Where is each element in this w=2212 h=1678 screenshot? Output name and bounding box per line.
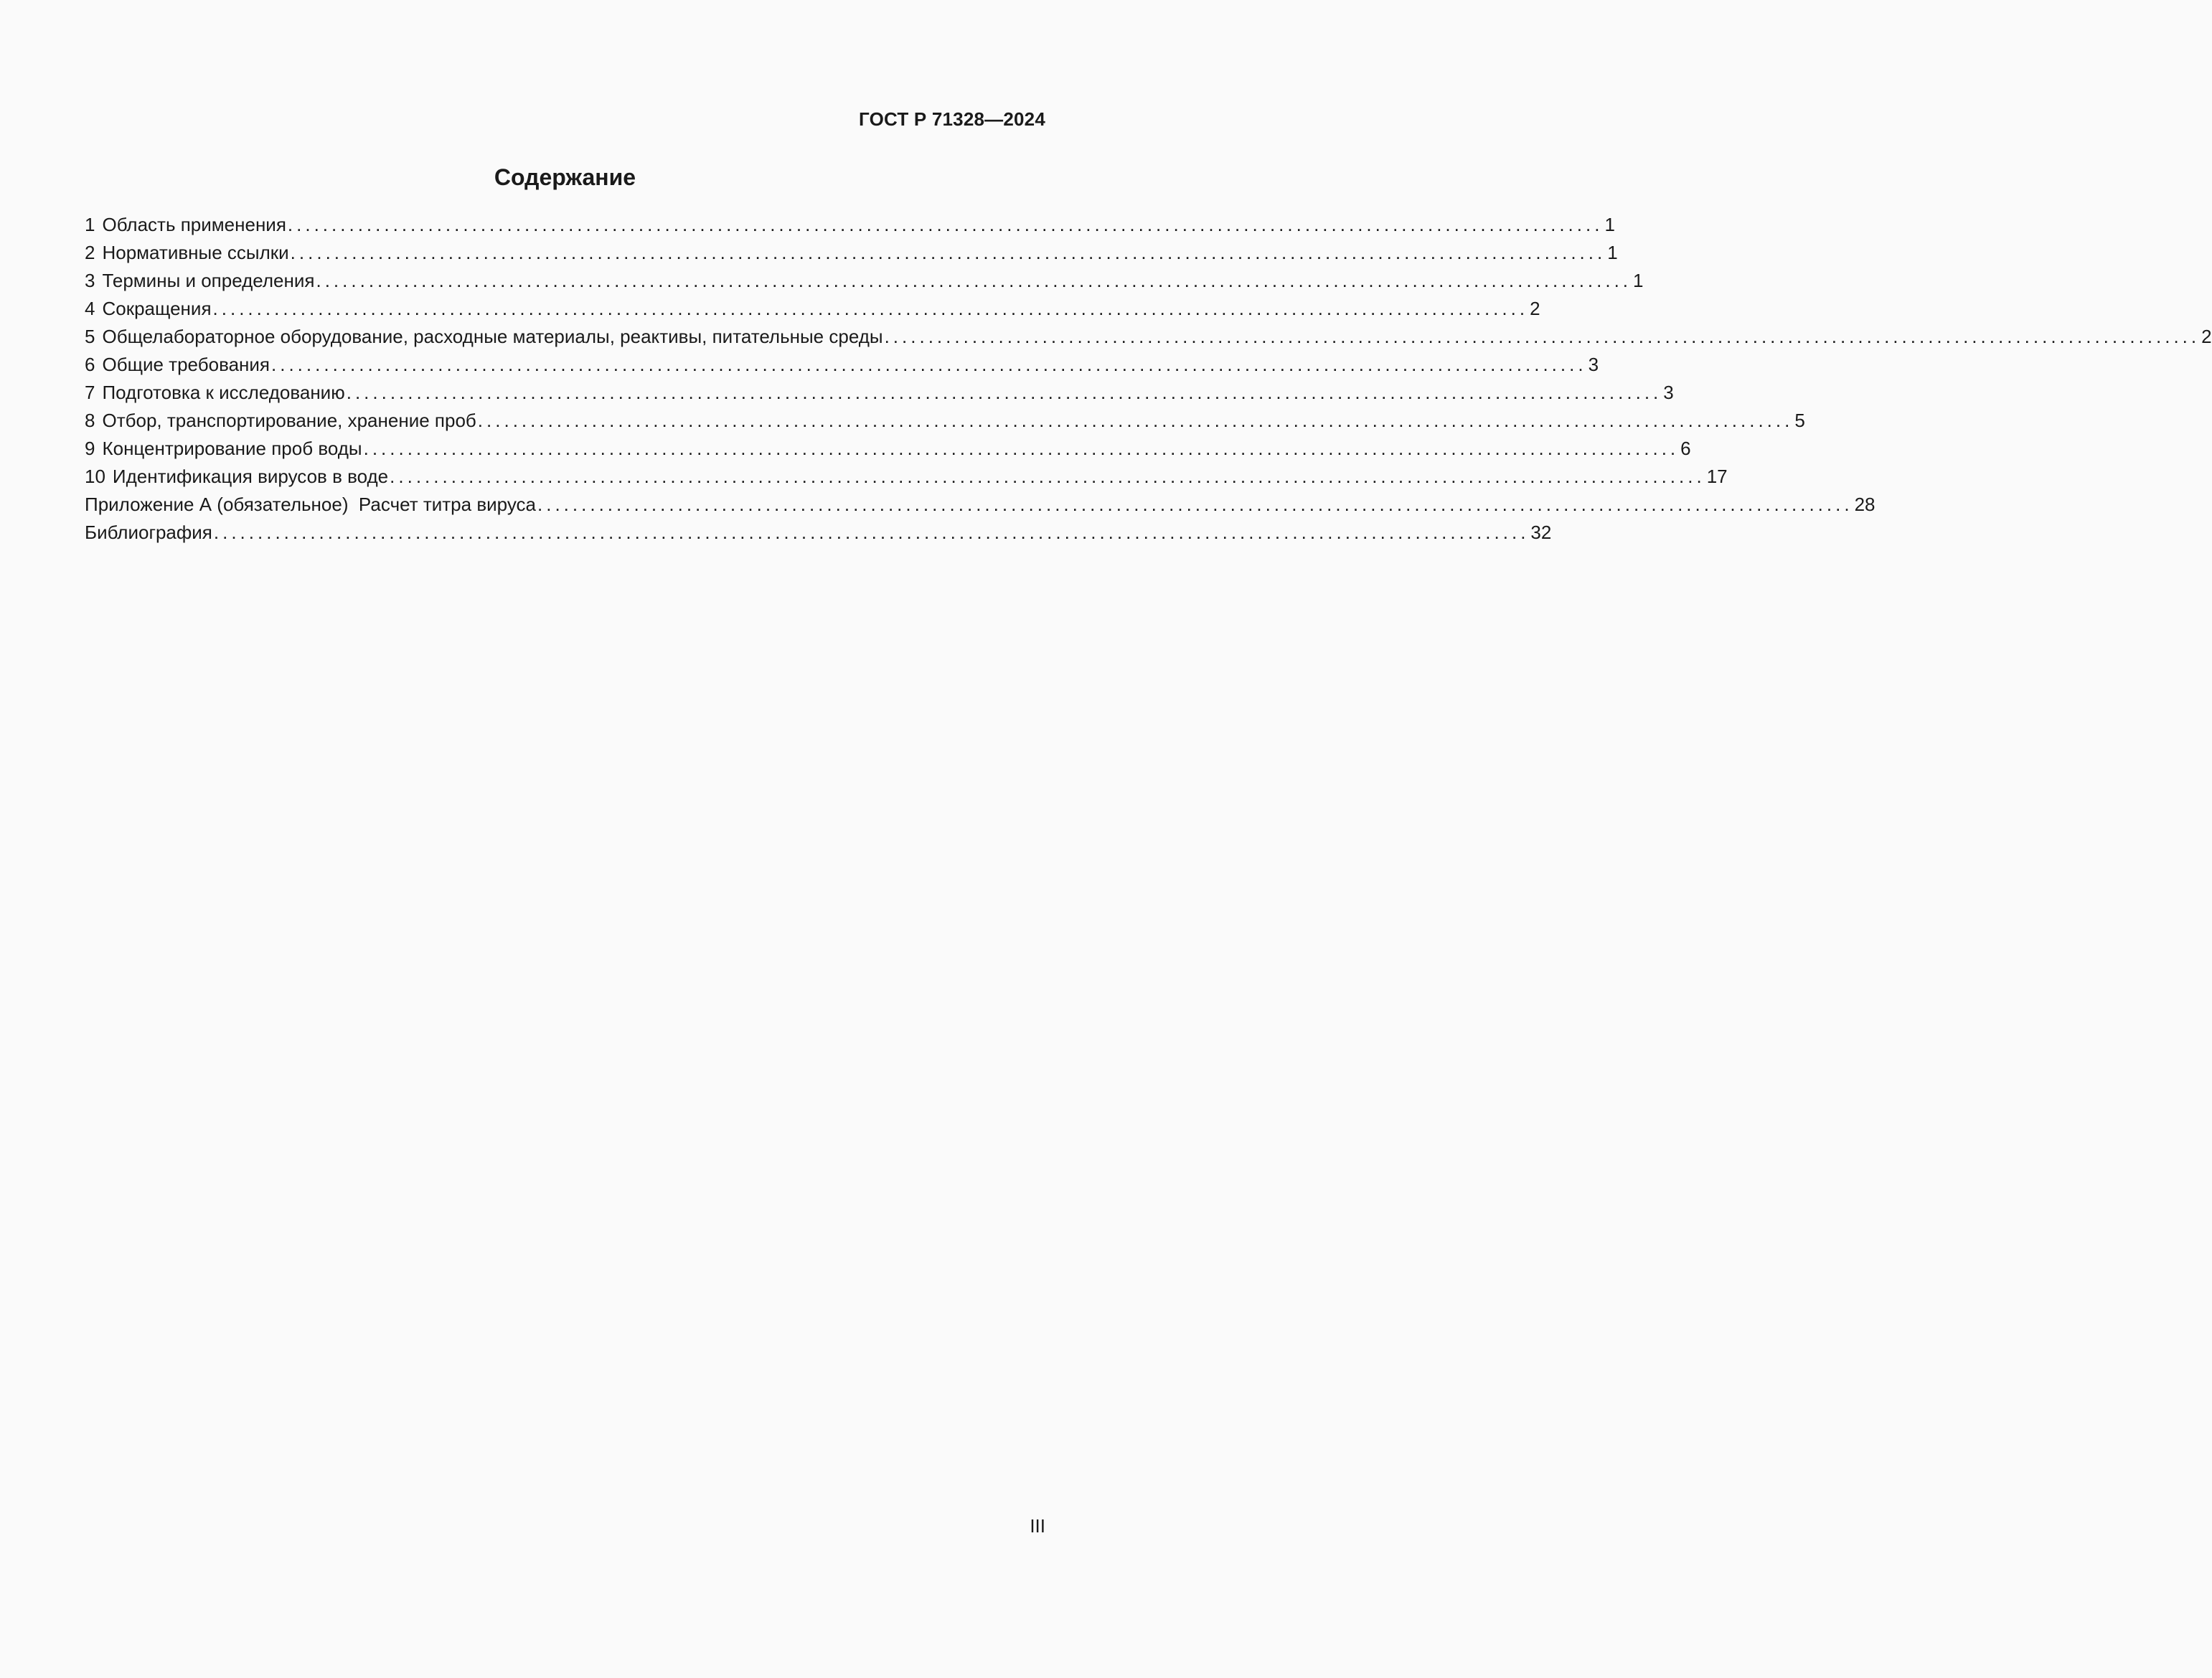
- toc-leader-dots: ......................................................................................................................................................: [346, 382, 1662, 403]
- toc-entry-page: 5: [1794, 410, 1805, 431]
- toc-leader-dots: ......................................................................................................................................................: [271, 354, 1587, 375]
- toc-entry-title: Библиография: [85, 522, 212, 543]
- toc-entry-number: 8: [85, 410, 95, 431]
- toc-leader-dots: ......................................................................................................................................................: [213, 522, 1530, 543]
- toc-leader-dots: ......................................................................................................................................................: [316, 270, 1632, 291]
- toc-entry-title: Термины и определения: [102, 270, 315, 291]
- toc-leader-dots: ......................................................................................................................................................: [363, 438, 1680, 459]
- toc-leader-dots: ......................................................................................................................................................: [477, 410, 1794, 431]
- toc-entry-title: Отбор, транспортирование, хранение проб: [102, 410, 476, 431]
- toc-entry-5[interactable]: [85, 323, 2212, 351]
- toc-entry-6[interactable]: [85, 351, 1599, 379]
- page-number: III: [1030, 1515, 1045, 1537]
- toc-entry-1[interactable]: [85, 211, 1615, 239]
- toc-entry-page: 6: [1680, 438, 1691, 459]
- toc-entry-number: 7: [85, 382, 95, 403]
- toc-entry-title: Идентификация вирусов в воде: [112, 466, 389, 487]
- toc-entry-7[interactable]: [85, 379, 1674, 407]
- toc-entry-number: 3: [85, 270, 95, 291]
- toc-entry-title: Подготовка к исследованию: [102, 382, 345, 403]
- toc-entry-title: Общелабораторное оборудование, расходные материалы, реактивы, питательные среды: [102, 326, 883, 347]
- document-code: ГОСТ Р 71328—2024: [859, 108, 1045, 130]
- toc-entry-3[interactable]: [85, 267, 1644, 295]
- toc-entry-number: 4: [85, 298, 95, 319]
- toc-entry-title: Сокращения: [102, 298, 212, 319]
- toc-entry-title: Общие требования: [102, 354, 270, 375]
- toc-entry-title: Приложение А (обязательное) Расчет титра вируса: [85, 494, 537, 515]
- toc-entry-number: 5: [85, 326, 95, 347]
- toc-entry-title: Область применения: [102, 214, 286, 235]
- toc-leader-dots: ......................................................................................................................................................: [390, 466, 1705, 487]
- toc-entry-page: 2: [1530, 298, 1540, 319]
- toc-entry-page: 3: [1588, 354, 1599, 375]
- toc-title: Содержание: [494, 164, 636, 190]
- toc-entry-page: 28: [1854, 494, 1876, 515]
- toc-entry-page: 1: [1604, 214, 1615, 235]
- toc-entry-page: 1: [1607, 242, 1618, 263]
- toc-entry-8[interactable]: [85, 407, 1805, 435]
- toc-entry-number: 2: [85, 242, 95, 263]
- toc-entry-appendix-a[interactable]: [85, 491, 1876, 519]
- toc-entry-bibliography[interactable]: [85, 519, 1552, 547]
- toc-entry-page: 3: [1663, 382, 1674, 403]
- toc-entry-page: 17: [1706, 466, 1728, 487]
- toc-entry-10[interactable]: [85, 463, 1728, 491]
- toc-leader-dots: ......................................................................................................................................................: [212, 298, 1529, 319]
- toc-entry-9[interactable]: [85, 435, 1691, 463]
- toc-entry-2[interactable]: [85, 239, 1618, 267]
- toc-entry-number: 6: [85, 354, 95, 375]
- toc-entry-number: 9: [85, 438, 95, 459]
- table-of-contents: [85, 211, 2212, 547]
- toc-entry-page: 2: [2201, 326, 2212, 347]
- toc-entry-page: 1: [1633, 270, 1644, 291]
- toc-leader-dots: ......................................................................................................................................................: [290, 242, 1606, 263]
- toc-entry-title: Концентрирование проб воды: [102, 438, 362, 459]
- toc-leader-dots: ......................................................................................................................................................: [287, 214, 1604, 235]
- toc-entry-4[interactable]: [85, 295, 1540, 323]
- toc-entry-number: 1: [85, 214, 95, 235]
- toc-leader-dots: ......................................................................................................................................................: [884, 326, 2201, 347]
- toc-entry-number: 10: [85, 466, 105, 487]
- toc-leader-dots: ......................................................................................................................................................: [537, 494, 1853, 515]
- toc-entry-page: 32: [1530, 522, 1552, 543]
- toc-entry-title: Нормативные ссылки: [102, 242, 289, 263]
